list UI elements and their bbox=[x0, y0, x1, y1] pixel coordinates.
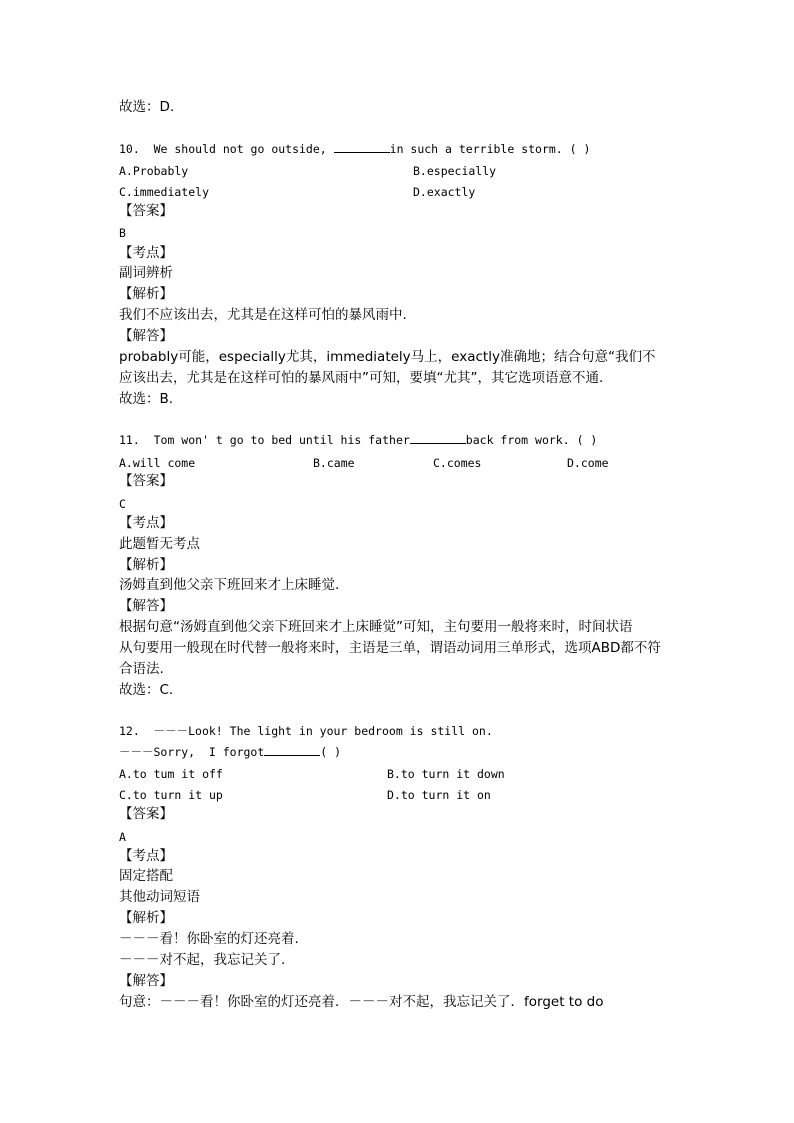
q12-stem-after: ( ) bbox=[320, 745, 342, 759]
q11-analysis: 汤姆直到他父亲下班回来才上床睡觉. bbox=[119, 577, 340, 593]
q10-option-b: B.especially bbox=[413, 164, 497, 178]
q11-stem-after: back from work. ( ) bbox=[465, 433, 598, 447]
q10-choice: 故选：B. bbox=[119, 391, 174, 407]
q12-option-b: B.to turn it down bbox=[387, 767, 505, 781]
q12-stem-line-2 bbox=[119, 742, 341, 762]
q11-blank bbox=[410, 431, 466, 444]
q11-solution-line-1: 根据句意“汤姆直到他父亲下班回来才上床睡觉”可知，主句要用一般将来时，时间状语 bbox=[119, 619, 633, 635]
q10-stem-before: 10. We should not go outside, bbox=[119, 142, 334, 156]
q11-point-header: 【考点】 bbox=[119, 515, 173, 531]
q10-answer-header: 【答案】 bbox=[119, 203, 173, 219]
q10-analysis: 我们不应该出去，尤其是在这样可怕的暴风雨中. bbox=[119, 307, 407, 323]
q11-option-d: D.come bbox=[567, 456, 609, 470]
q12-point-2: 其他动词短语 bbox=[119, 889, 200, 905]
q12-answer-header: 【答案】 bbox=[119, 806, 173, 822]
q11-stem bbox=[119, 430, 597, 450]
q10-option-d: D.exactly bbox=[413, 185, 476, 199]
q10-stem-after: in such a terrible storm. ( ) bbox=[389, 142, 591, 156]
q11-choice: 故选：C. bbox=[119, 682, 174, 698]
q12-solution-line-1: 句意：－－－看！你卧室的灯还亮着．－－－对不起，我忘记关了．forget to do bbox=[119, 994, 604, 1010]
q11-option-b: B.came bbox=[313, 456, 355, 470]
q10-option-c: C.immediately bbox=[119, 185, 210, 199]
q12-point-header: 【考点】 bbox=[119, 848, 173, 864]
q12-analysis-1: －－－看！你卧室的灯还亮着. bbox=[119, 931, 299, 947]
q11-stem-before: 11. Tom won' t go to bed until his father bbox=[119, 433, 410, 447]
q11-solution-line-2: 从句要用一般现在时代替一般将来时，主语是三单，谓语动词用三单形式，选项ABD都不符 bbox=[119, 640, 661, 656]
q12-option-c: C.to turn it up bbox=[119, 788, 223, 802]
q11-answer-header: 【答案】 bbox=[119, 473, 173, 489]
q10-solution-header: 【解答】 bbox=[119, 328, 173, 344]
q10-answer: B bbox=[119, 226, 126, 240]
q10-solution-line-2: 应该出去，尤其是在这样可怕的暴风雨中”可知，要填“尤其”，其它选项语意不通. bbox=[119, 370, 604, 386]
q10-analysis-header: 【解析】 bbox=[119, 286, 173, 302]
q12-point-1: 固定搭配 bbox=[119, 868, 173, 884]
q12-stem-line-1: 12. －－－Look! The light in your bedroom is still on. bbox=[119, 724, 493, 738]
q11-answer: C bbox=[119, 497, 126, 511]
q10-point-header: 【考点】 bbox=[119, 245, 173, 261]
q10-stem bbox=[119, 139, 590, 159]
q11-point: 此题暂无考点 bbox=[119, 536, 200, 552]
q12-solution-header: 【解答】 bbox=[119, 973, 173, 989]
q11-solution-line-3: 合语法. bbox=[119, 661, 164, 677]
q11-solution-header: 【解答】 bbox=[119, 598, 173, 614]
q10-point: 副词辨析 bbox=[119, 265, 173, 281]
q11-analysis-header: 【解析】 bbox=[119, 557, 173, 573]
q12-blank bbox=[264, 743, 320, 756]
q11-option-a: A.will come bbox=[119, 456, 196, 470]
q10-blank bbox=[334, 140, 390, 153]
q12-option-a: A.to tum it off bbox=[119, 767, 223, 781]
q12-option-d: D.to turn it on bbox=[387, 788, 491, 802]
q12-answer: A bbox=[119, 830, 126, 844]
q12-analysis-header: 【解析】 bbox=[119, 910, 173, 926]
top-answer-choice: 故选：D. bbox=[119, 99, 175, 115]
q12-analysis-2: －－－对不起，我忘记关了. bbox=[119, 952, 286, 968]
q10-option-a: A.Probably bbox=[119, 164, 189, 178]
q10-solution-line-1: probably可能，especially尤其，immediately马上，exactly准确地；结合句意“我们不 bbox=[119, 349, 656, 365]
q11-option-c: C.comes bbox=[433, 456, 482, 470]
q12-stem-before: －－－Sorry, I forgot bbox=[119, 745, 265, 759]
